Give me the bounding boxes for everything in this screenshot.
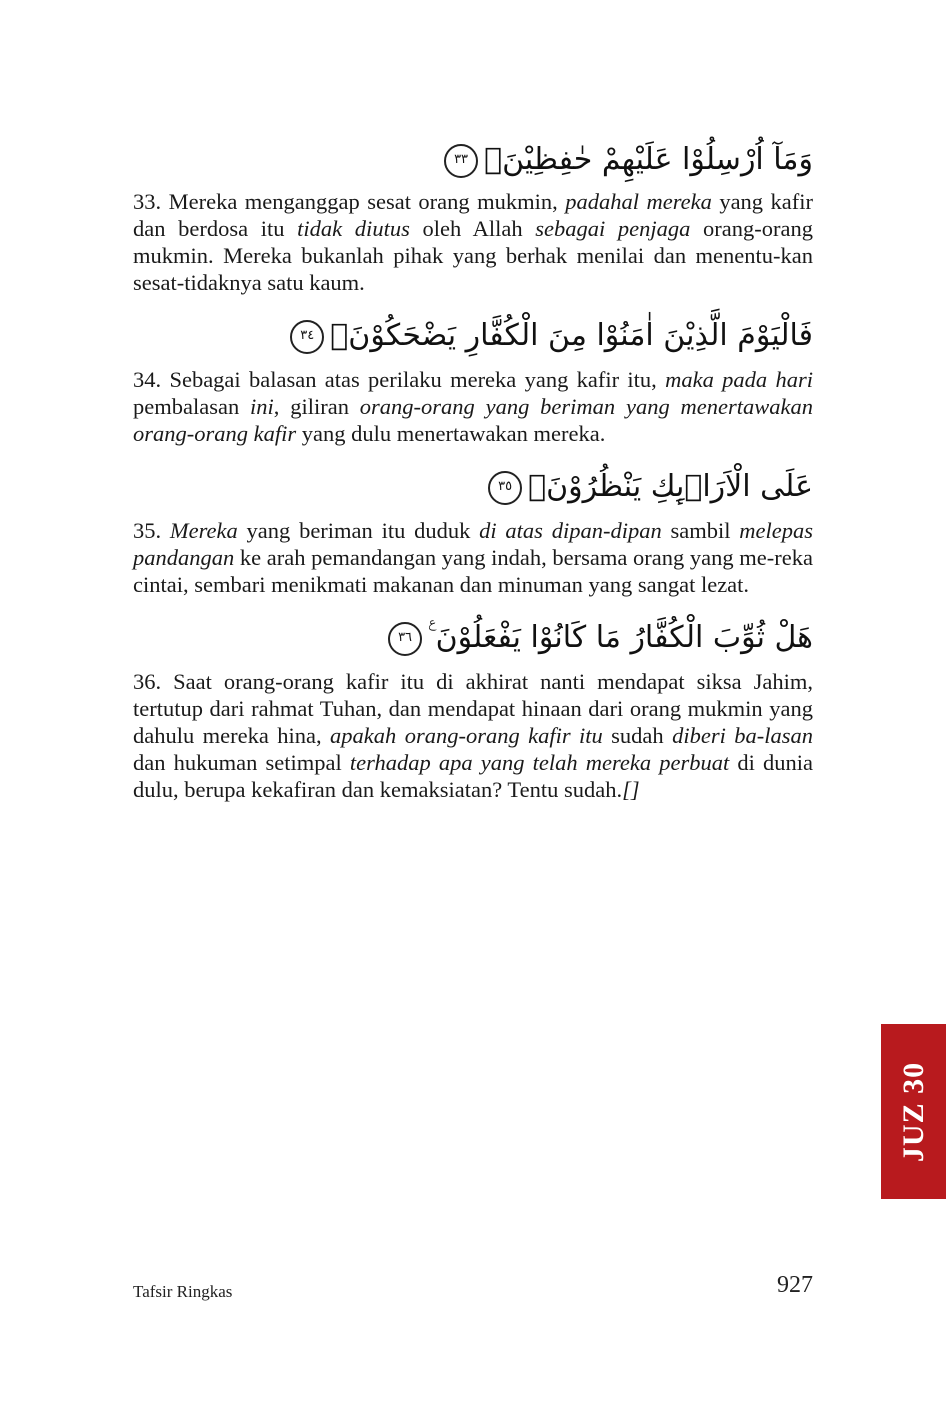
italic-phrase: di atas dipan-dipan (479, 518, 662, 543)
ayah-36 (133, 618, 813, 803)
text-run: sambil (661, 518, 740, 543)
italic-phrase: ini (250, 394, 274, 419)
text-run: 36. Saat orang-orang kafir itu di akhirat nanti mendapat siksa Jahim, tertutup dari rahmat Tuhan, dan mendapat hinaan dari orang mukmin yang dahulu mereka hina, (133, 669, 813, 748)
arabic-verse: وَمَآ اُرْسِلُوْا عَلَيْهِمْ حٰفِظِيْنَۗ٣٣ (133, 140, 813, 188)
text-run: orang-orang mukmin. Mereka bukanlah pihak yang berhak menilai dan menentu-kan sesat-tidaknya satu kaum. (133, 216, 814, 295)
italic-phrase: tidak diutus (297, 216, 410, 241)
ayah-number-marker: ٣٣ (444, 144, 478, 178)
italic-phrase: terhadap apa yang telah mereka perbuat (349, 750, 730, 775)
text-run: 35. (133, 518, 170, 543)
text-run: oleh Allah (409, 216, 536, 241)
text-run: yang kafir dan berdosa itu (133, 189, 813, 241)
italic-phrase: [] (622, 777, 640, 802)
ayah-number-marker: ٣٤ (290, 320, 324, 354)
text-run: , giliran (273, 394, 360, 419)
translation-paragraph (133, 188, 813, 296)
italic-phrase: sebagai penjaga (535, 216, 691, 241)
italic-phrase: diberi ba-lasan (672, 723, 813, 748)
text-run: 33. Mereka menganggap sesat orang mukmin, (133, 189, 566, 214)
text-run: sudah (602, 723, 673, 748)
ayah-number-marker: ٣٥ (488, 471, 522, 505)
ayah-34 (133, 316, 813, 447)
translation-paragraph (133, 517, 813, 598)
text-run: yang dulu menertawakan mereka. (296, 421, 606, 446)
italic-phrase: apakah orang-orang kafir itu (330, 723, 603, 748)
ayah-35 (133, 467, 813, 598)
text-run: yang beriman itu duduk (237, 518, 480, 543)
juz-label: JUZ 30 (896, 1061, 930, 1162)
text-run: 34. Sebagai balasan atas perilaku mereka yang kafir itu, (133, 367, 666, 392)
page-content (133, 140, 813, 823)
text-run: di dunia dulu, berupa kekafiran dan kemaksiatan? Tentu sudah. (133, 750, 813, 802)
arabic-verse: عَلَى الْاَرَاۤىِٕكِ يَنْظُرُوْنَۗ٣٥ (133, 467, 813, 517)
italic-phrase: melepas pandangan (133, 518, 813, 570)
text-run: ke arah pemandangan yang indah, bersama orang yang me-reka cintai, sembari menikmati makanan dan minuman yang sangat lezat. (133, 545, 813, 597)
footer-book-title: Tafsir Ringkas (133, 1282, 233, 1301)
juz-side-tab (881, 1024, 946, 1199)
translation-paragraph (133, 668, 813, 803)
italic-phrase: Mereka (169, 518, 238, 543)
text-run: dan hukuman setimpal (133, 750, 350, 775)
arabic-verse: فَالْيَوْمَ الَّذِيْنَ اٰمَنُوْا مِنَ الْكُفَّارِ يَضْحَكُوْنَۙ٣٤ (133, 316, 813, 366)
ayah-number-marker: ٣٦ (388, 622, 422, 656)
translation-paragraph (133, 366, 813, 447)
footer-page-number: 927 (777, 1272, 813, 1298)
italic-phrase: orang-orang yang beriman yang menertawakan orang-orang kafir (133, 394, 813, 446)
italic-phrase: maka pada hari (665, 367, 813, 392)
ayah-33 (133, 140, 813, 296)
italic-phrase: padahal mereka (565, 189, 712, 214)
arabic-verse: هَلْ ثُوِّبَ الْكُفَّارُ مَا كَانُوْا يَفْعَلُوْنَ ࣖ٣٦ (133, 618, 813, 668)
text-run: pembalasan (133, 394, 251, 419)
